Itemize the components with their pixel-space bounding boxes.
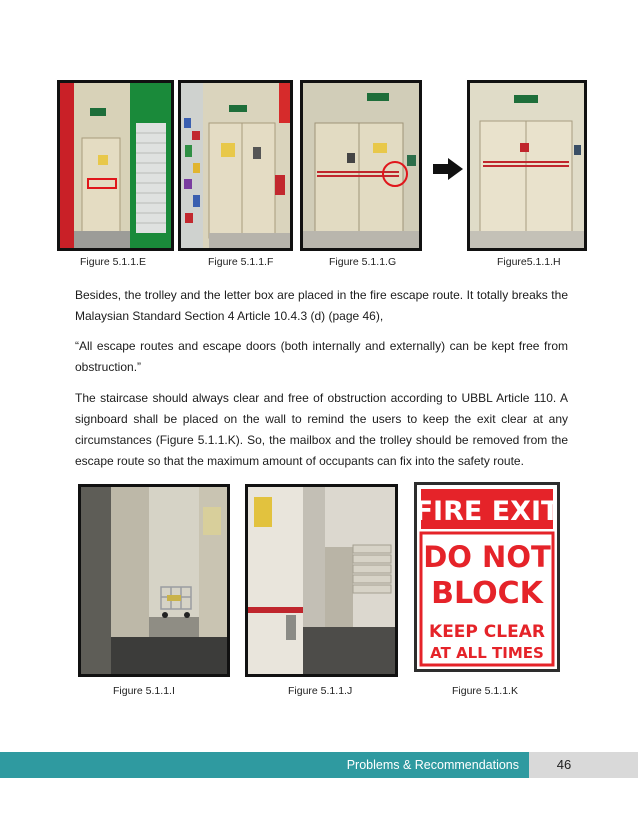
figure-e-caption: Figure 5.1.1.E [80,256,146,268]
sign-line-2: DO NOT [423,540,551,574]
figure-f-caption: Figure 5.1.1.F [208,256,274,268]
paragraph-1: Besides, the trolley and the letter box are placed in the fire escape route. It totally breaks the Malaysian Standard Section 4 Article 10.4.3 (d) (page 46), [75,288,568,323]
footer-section-band [0,752,529,778]
page-number: 46 [556,757,572,772]
figure-h-photo [467,80,587,251]
figure-j-caption: Figure 5.1.1.J [288,685,353,697]
figure-e-photo [57,80,174,251]
figure-k-caption: Figure 5.1.1.K [452,685,518,697]
footer-bar [0,752,638,778]
sign-line-5: AT ALL TIMES [430,644,544,662]
arrow-right-icon [433,158,463,185]
figure-j-photo [245,484,398,677]
figure-g-photo [300,80,422,251]
paragraph-2: “All escape routes and escape doors (both internally and externally) can be kept free from obstruction.” [75,339,568,374]
figure-g-caption: Figure 5.1.1.G [329,256,397,268]
footer-section-label: Problems & Recommendations [346,758,519,772]
sign-line-3: BLOCK [431,576,543,611]
sign-line-1: FIRE EXIT [417,496,557,527]
figure-i-photo [78,484,230,677]
paragraph-3: The staircase should always clear and free of obstruction according to UBBL Article 110. A signboard shall be placed on the wall to remind the users to keep the exit clear at any circumstances (Figure 5.1.1.K). So, the mailbox and the trolley should be removed from the escape route so that the maximum amount of occupants can fix into the safety route. [75,391,568,468]
sign-line-4: KEEP CLEAR [429,622,545,642]
figure-f-photo [178,80,293,251]
footer-page-band [529,752,638,778]
figure-h-caption: Figure5.1.1.H [497,256,561,268]
figure-i-caption: Figure 5.1.1.I [113,685,175,697]
figure-k-sign [414,482,560,672]
